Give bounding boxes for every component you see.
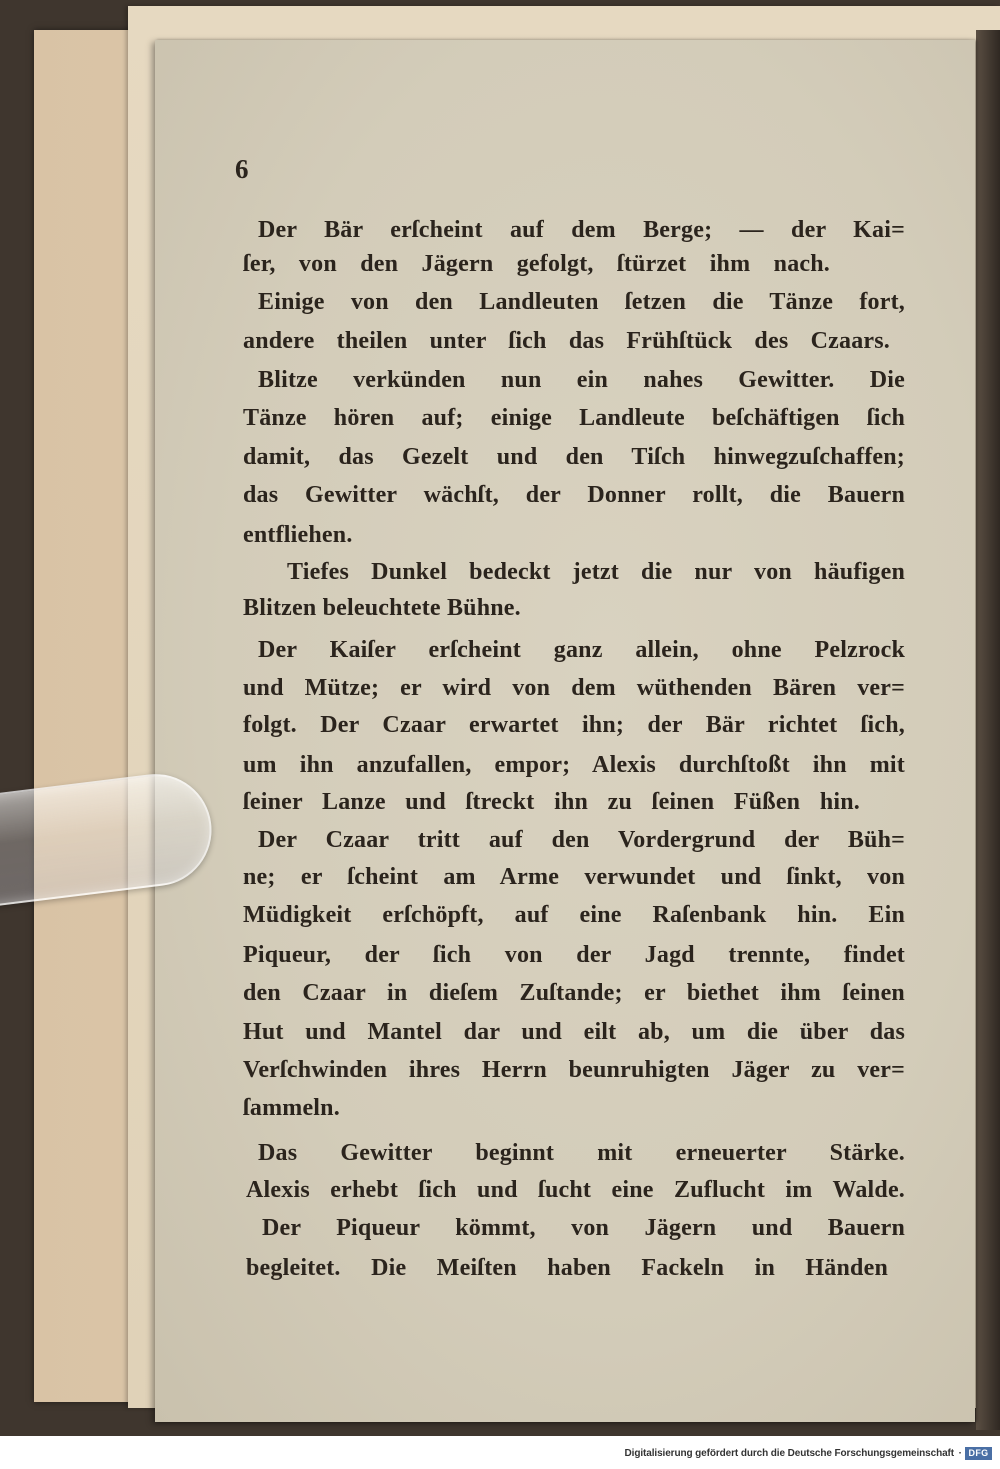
text-line: um ihn anzufallen, empor; Alexis durchſtoßt ihn mit [243, 752, 905, 778]
page-number: 6 [235, 154, 249, 184]
text-line: Der Piqueur kömmt, von Jägern und Bauern [262, 1215, 905, 1241]
book-page [155, 40, 975, 1422]
text-line: andere theilen unter ſich das Frühſtück des Czaars. [243, 328, 890, 354]
digitization-footer [0, 1436, 1000, 1469]
text-line: entfliehen. [243, 522, 353, 548]
text-line: Verſchwinden ihres Herrn beunruhigten Jäger zu ver= [243, 1057, 905, 1083]
text-line: Tiefes Dunkel bedeckt jetzt die nur von häufigen [287, 559, 905, 585]
text-line: Der Bär erſcheint auf dem Berge; — der Kai= [258, 217, 905, 243]
text-line: damit, das Gezelt und den Tiſch hinwegzuſchaffen; [243, 444, 905, 470]
text-line: Der Kaiſer erſcheint ganz allein, ohne Pelzrock [258, 637, 905, 663]
text-line: ſeiner Lanze und ſtreckt ihn zu ſeinen Füßen hin. [243, 789, 860, 815]
text-line: ſammeln. [243, 1095, 340, 1121]
text-line: folgt. Der Czaar erwartet ihn; der Bär richtet ſich, [243, 712, 905, 738]
text-line: Blitzen beleuchtete Bühne. [243, 595, 521, 621]
text-line: ne; er ſcheint am Arme verwundet und ſinkt, von [243, 864, 905, 890]
text-line: das Gewitter wächſt, der Donner rollt, die Bauern [243, 482, 905, 508]
text-line: Einige von den Landleuten ſetzen die Tänze fort, [258, 289, 905, 315]
text-line: Alexis erhebt ſich und ſucht eine Zuflucht im Walde. [246, 1177, 905, 1203]
text-line: ſer, von den Jägern gefolgt, ſtürzet ihm nach. [243, 251, 830, 277]
text-line: Blitze verkünden nun ein nahes Gewitter. Die [258, 367, 905, 393]
text-line: Das Gewitter beginnt mit erneuerter Stärke. [258, 1140, 905, 1166]
text-line: und Mütze; er wird von dem wüthenden Bären ver= [243, 675, 905, 701]
text-line: den Czaar in dieſem Zuſtande; er biethet ihm ſeinen [243, 980, 905, 1006]
text-line: Hut und Mantel dar und eilt ab, um die über das [243, 1019, 905, 1045]
footer-separator: · [958, 1448, 962, 1459]
text-line: Der Czaar tritt auf den Vordergrund der Büh= [258, 827, 905, 853]
text-line: Tänze hören auf; einige Landleute beſchäftigen ſich [243, 405, 905, 431]
scan-edge-shadow [976, 30, 1000, 1430]
text-line: Müdigkeit erſchöpft, auf eine Raſenbank hin. Ein [243, 902, 905, 928]
text-line: begleitet. Die Meiſten haben Fackeln in Händen [246, 1255, 888, 1281]
funding-credit: Digitalisierung gefördert durch die Deutsche Forschungsgemeinschaft [624, 1448, 954, 1459]
dfg-logo-icon: DFG [965, 1447, 992, 1460]
text-line: Piqueur, der ſich von der Jagd trennte, findet [243, 942, 905, 968]
